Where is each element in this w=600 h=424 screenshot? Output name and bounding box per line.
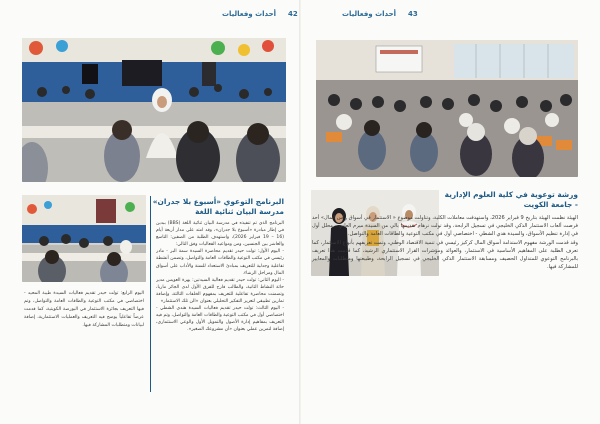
left-article-body [156,220,284,405]
left-article-paragraph: البرنامج الذي تم تنفيذه في مدرسة البيان ثنائية اللغة (BBS) ببدين في إطار مبادرة «أسبوع بلا جدران»، وقد امتد على مدار أربعة أيام (16 – 19 فبراير 2026)، واستهدف الطلبة من الصفين: التاسع والعاشر بين الجنسين، ومن ومواعيد الفعاليات وفق التالي: [156,221,284,248]
left-page-header [222,10,298,18]
classroom-photo [22,38,286,182]
right-article-paragraph: وقد قدمت الورشة مفهوم الاستدامة أسواق المال كركيز رئيسي في تنمية الاقتصاد الوطني، وتمت تعريفهم بأنواع الاستثمار، كما تعرف الطلبة على المفاهيم الأساسية في الاستثمار، والعوائد ومؤشرات القرار الاستثماري الرشيد، كما قدمت هذا تعريف بالبرنامج التوعوي للمتداول الحصيف ومسابقة الاستثمار الذكي الخليجي في تسجيل الرابحة، وطبيعتها ومتطلبات والمعايير للمشاركة فيها. [312,239,578,271]
left-article-paragraph: - اليوم الثالث: تولت حيدر تقديم فعاليات السيدة هندي الشطي - اختصاصي أول في مكتب التوعية والطاقات العامة والتواصل، وتم فيه التعريف بمفاهيم إدارة الأصول والتمويل الأول والوعي الاستثماري، إضافة لتمرين عملي بعنوان «أن مشروعك الصغير». [156,306,284,333]
students-photo [22,195,146,282]
lecture-hall-photo [316,40,578,177]
right-page-header [342,10,418,18]
left-page-number: 42 [288,10,298,18]
right-article-title: ورشة توعوية في كلية العلوم الإدارية - جامعة الكويت [444,190,578,209]
right-article-body [312,214,578,344]
left-page-section: أحداث وفعاليات [222,10,277,18]
left-article-paragraph: - اليوم الأول: تولت حيدر تقديم محاضرة السيدة سمة البر - مادر رئيسي في مكتب التوعية والطاقات العامة والتواصل، وتضمن أنشطة تفاعلية وجدلية للتعريف بمبادئ الاستعداد للسنة والأداب على أسواق المال ومراحل الرشاء. [156,249,284,276]
right-page-section: أحداث وفعاليات [342,10,397,18]
page-gutter [299,0,301,424]
left-article-paragraph: - اليوم الثاني: تولت حيدر تقديم فعالية السيدتين: يهرة العويس مدير حاثة النشاط الثانية، والطالب فارح للفرق الأول لدى الجائر ماريا، وتضمنت محاضرة تفاعلية للتعريف بمفهوم الخلفات الثالثة، وإضافة تمارين تطبيقي لتعزيز التفكير التحليلي بعنوان «الن تلك الاستثمار» [156,277,284,305]
left-article-day-four: اليوم الرابع: تولت حيدر تقديم فعاليات السيدة طيبة المحيد - اختصاصي في مكتب التوعية والطاقات العامة والتواصل، وتم فيها التعريف بجائزة الاستثمار في البورصة الكويتية، كما قدمت عرضاً تفاعلياً يوضح فيه التعريف والعمليات الاستثمارية، إضافة لبيانات ومتطلبات المشاركة فيها. [24,291,144,328]
column-divider [150,196,151,392]
right-page-number: 43 [408,10,418,18]
right-article-paragraph: الهيئة نظمت الهيئة بتاريخ 9 فبراير 2026، واستهدفت معاملات الكلية، وتناولت موضوع « الاستثمار في أسواق رأس المال» أحد فرصت ألعاب الاستثمار الذكي الخليجي في تسجيل الرابحة، وقد تولت نرهام نقديمها بالي من السيدة ميرم العاني - محلل أول في إدارة تنظيم الأسواق، والسيدة هدي الشطي - اختصاصي أول في مكتب التوعية والطاقات العامة والتواصل. [312,215,578,238]
left-article-title: البرنامج التوعوي «أسبوع بلا جدران» مدرسة البيان ثنائية اللغة [152,197,284,216]
